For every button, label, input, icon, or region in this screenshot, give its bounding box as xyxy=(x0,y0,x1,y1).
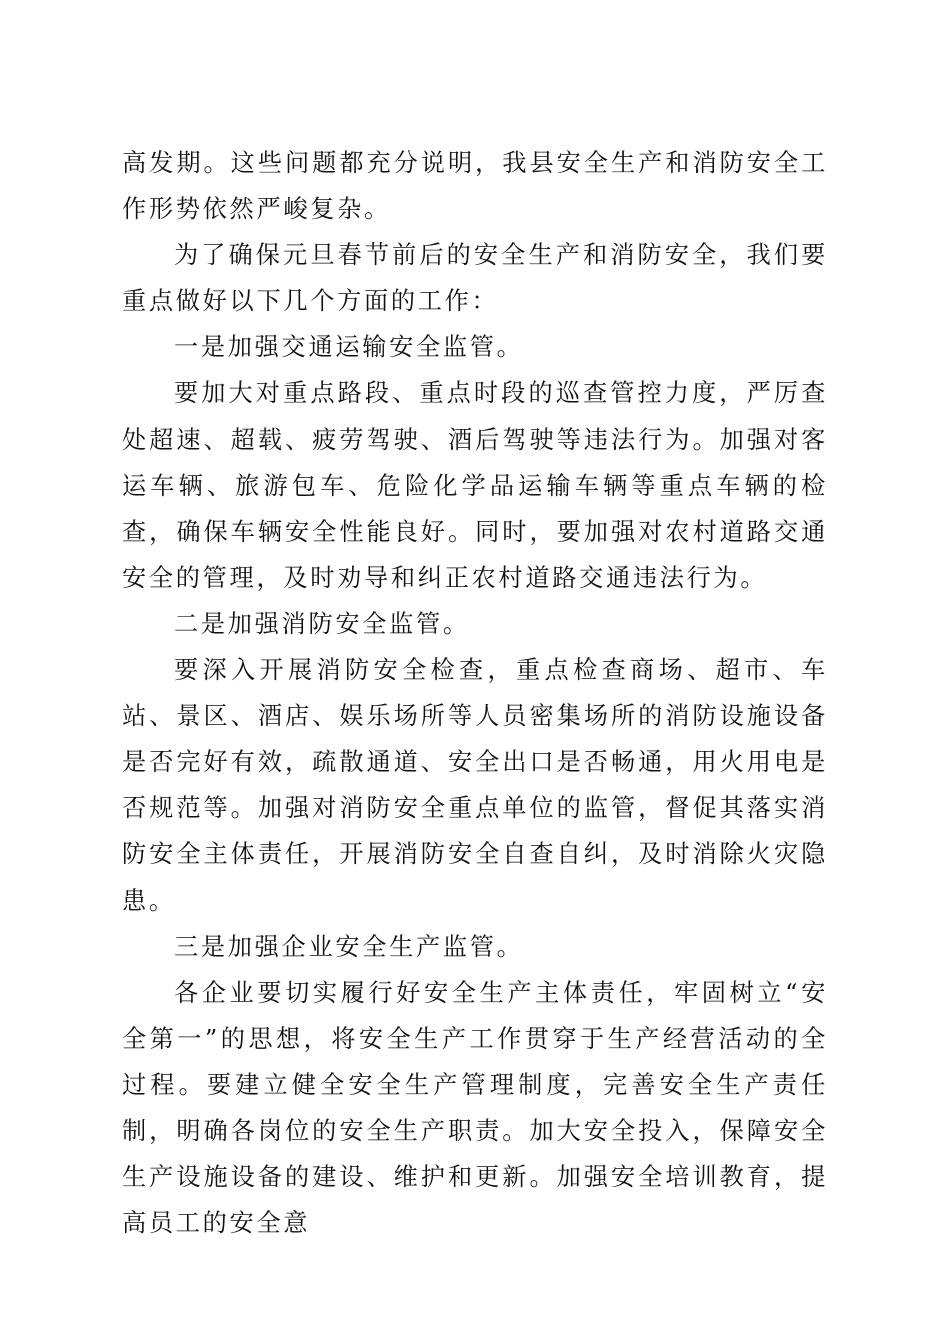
section-heading-enterprise: 三是加强企业安全生产监管。 xyxy=(174,932,524,961)
section-heading-traffic: 一是加强交通运输安全监管。 xyxy=(174,333,524,362)
paragraph-enterprise: 各企业要切实履行好安全生产主体责任，牢固树立“安全第一”的思想，将安全生产工作贯穿于生产经营活动的全过程。要建立健全安全生产管理制度，完善安全生产责任制，明确各岗位的安全生产职责。加大安全投入，保障安全生产设施设备的建设、维护和更新。加强安全培训教育，提高员工的安全意 xyxy=(122,978,828,1238)
paragraph-continuation: 高发期。这些问题都充分说明，我县安全生产和消防安全工作形势依然严峻复杂。 xyxy=(122,149,828,224)
section-heading-fire: 二是加强消防安全监管。 xyxy=(174,609,470,638)
paragraph-intro: 为了确保元旦春节前后的安全生产和消防安全，我们要重点做好以下几个方面的工作： xyxy=(122,241,828,316)
document-body xyxy=(122,140,828,1246)
paragraph-traffic: 要加大对重点路段、重点时段的巡查管控力度，严厉查处超速、超载、疲劳驾驶、酒后驾驶等违法行为。加强对客运车辆、旅游包车、危险化学品运输车辆等重点车辆的检查，确保车辆安全性能良好。同时，要加强对农村道路交通安全的管理，及时劝导和纠正农村道路交通违法行为。 xyxy=(122,379,828,592)
paragraph-fire: 要深入开展消防安全检查，重点检查商场、超市、车站、景区、酒店、娱乐场所等人员密集场所的消防设施设备是否完好有效，疏散通道、安全出口是否畅通，用火用电是否规范等。加强对消防安全重点单位的监管，督促其落实消防安全主体责任，开展消防安全自查自纠，及时消除火灾隐患。 xyxy=(122,656,828,915)
